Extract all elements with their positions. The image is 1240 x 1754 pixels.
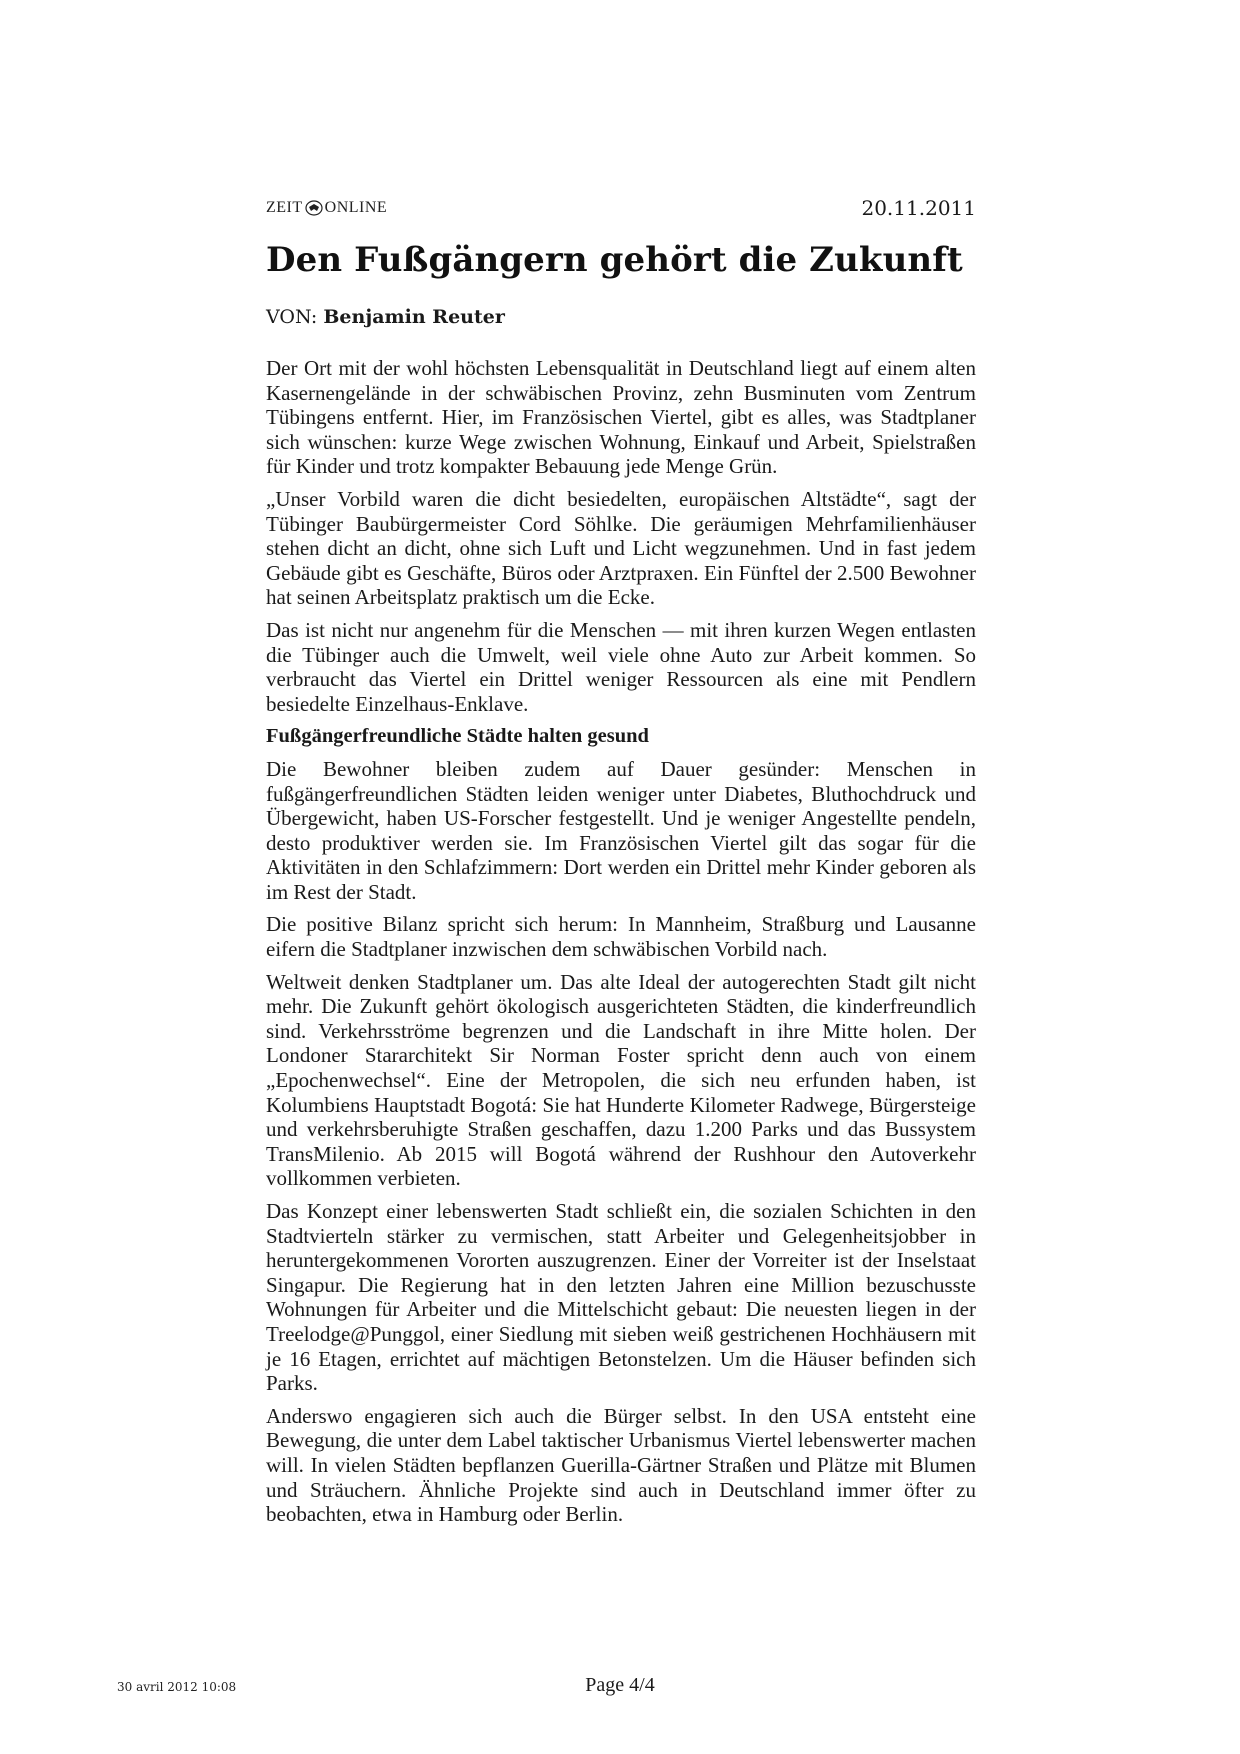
paragraph: Weltweit denken Stadtplaner um. Das alte Ideal der autogerechten Stadt gilt nicht mehr. Die Zukunft gehört ökologisch ausgerichteten Städten, die kinderfreundlich sind. Verkehrsströme begrenzen und die Landschaft in ihre Mitte holen. Der Londoner Stararchitekt Sir Norman Foster spricht denn auch von einem „Epochenwechsel“. Eine der Metropolen, die sich neu erfunden haben, ist Kolumbiens Hauptstadt Bogotá: Sie hat Hunderte Kilometer Radwege, Bürgersteige und verkehrsberuhigte Straßen geschaffen, dazu 1.200 Parks und das Bussystem TransMilenio. Ab 2015 will Bogotá während der Rushhour den Autoverkehr vollkommen verbieten. <box>266 969 976 1191</box>
page-header <box>266 196 976 222</box>
paragraph: Das Konzept einer lebenswerten Stadt schließt ein, die sozialen Schichten in den Stadtvierteln stärker zu vermischen, statt Arbeiter und Gelegenheitsjobber in heruntergekommenen Vororten auszugrenzen. Einer der Vorreiter ist der Inselstaat Singapur. Die Regierung hat in den letzten Jahren eine Million bezuschusste Wohnungen für Arbeiter und die Mittelschicht gebaut: Die neuesten liegen in der Treelodge@Punggol, einer Siedlung mit sieben weiß gestrichenen Hochhäusern mit je 16 Etagen, errichtet auf mächtigen Betonstelzen. Um die Häuser befinden sich Parks. <box>266 1199 976 1396</box>
logo-text-left: ZEIT <box>266 199 303 216</box>
article-title: Den Fußgängern gehört die Zukunft <box>266 240 963 280</box>
eagle-seal-icon <box>305 200 323 216</box>
logo-text-right: ONLINE <box>324 199 388 216</box>
section-subheading: Fußgängerfreundliche Städte halten gesund <box>266 725 649 748</box>
paragraph: Die positive Bilanz spricht sich herum: In Mannheim, Straßburg und Lausanne eifern die Stadtplaner inzwischen dem schwäbischen Vorbild nach. <box>266 912 976 962</box>
article-body <box>266 356 976 1535</box>
print-timestamp: 30 avril 2012 10:08 <box>117 1680 237 1694</box>
author-name: Benjamin Reuter <box>323 306 505 328</box>
zeit-online-logo <box>266 199 387 217</box>
paragraph: Die Bewohner bleiben zudem auf Dauer gesünder: Menschen in fußgängerfreundlichen Städten leiden weniger unter Diabetes, Bluthochdruck und Übergewicht, haben US-Forscher festgestellt. Und je weniger Angestellte pendeln, desto produktiver werden sie. Im Französischen Viertel gilt das sogar für die Aktivitäten in den Schlafzimmern: Dort werden ein Drittel mehr Kinder geboren als im Rest der Stadt. <box>266 756 976 904</box>
paragraph: „Unser Vorbild waren die dicht besiedelten, europäischen Altstädte“, sagt der Tübinger Baubürgermeister Cord Söhlke. Die geräumigen Mehrfamilienhäuser stehen dicht an dicht, ohne sich Luft und Licht wegzunehmen. Und in fast jedem Gebäude gibt es Geschäfte, Büros oder Arztpraxen. Ein Fünftel der 2.500 Bewohner hat seinen Arbeitsplatz praktisch um die Ecke. <box>266 486 976 610</box>
publication-date: 20.11.2011 <box>861 196 976 220</box>
byline-prefix: VON: <box>266 306 318 328</box>
byline <box>266 306 505 328</box>
page-number: Page 4/4 <box>585 1674 655 1696</box>
paragraph: Das ist nicht nur angenehm für die Menschen — mit ihren kurzen Wegen entlasten die Tübinger auch die Umwelt, weil viele ohne Auto zur Arbeit kommen. So verbraucht das Viertel ein Drittel weniger Ressourcen als eine mit Pendlern besiedelte Einzelhaus-Enklave. <box>266 617 976 716</box>
paragraph: Anderswo engagieren sich auch die Bürger selbst. In den USA entsteht eine Bewegung, die unter dem Label taktischer Urbanismus Viertel lebenswerter machen will. In vielen Städten bepflanzen Guerilla-Gärtner Straßen und Plätze mit Blumen und Sträuchern. Ähnliche Projekte sind auch in Deutschland immer öfter zu beobachten, etwa in Hamburg oder Berlin. <box>266 1403 976 1527</box>
paragraph: Der Ort mit der wohl höchsten Lebensqualität in Deutschland liegt auf einem alten Kasernengelände in der schwäbischen Provinz, zehn Busminuten vom Zentrum Tübingens entfernt. Hier, im Französischen Viertel, gibt es alles, was Stadtplaner sich wünschen: kurze Wege zwischen Wohnung, Einkauf und Arbeit, Spielstraßen für Kinder und trotz kompakter Bebauung jede Menge Grün. <box>266 356 976 479</box>
